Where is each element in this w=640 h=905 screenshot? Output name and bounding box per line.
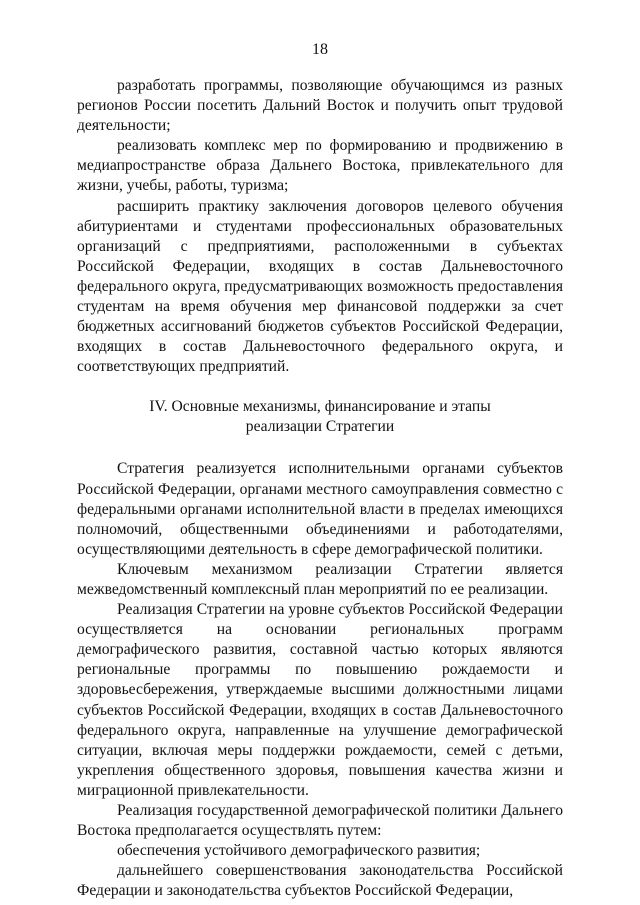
paragraph: расширить практику заключения договоров целевого обучения абитуриентами и студентами профессиональных образовательных организаций с предприятиями, расположенными в субъектах Российской Федерации, входящих в состав Дальневосточного федерального округа, предусматривающих возможность предоставления студентам на время обучения мер финансовой поддержки за счет бюджетных ассигнований бюджетов субъектов Российской Федерации, входящих в состав Дальневосточного федерального округа, и соответствующих предприятий. <box>77 197 563 376</box>
paragraph: обеспечения устойчивого демографического развития; <box>117 842 481 860</box>
paragraph: Реализация Стратегии на уровне субъектов Российской Федерации осуществляется на основании региональных программ демографического развития, составной частью которых являются региональные программы по повышению рождаемости и здоровьесбережения, утверждаемые высшими должностными лицами субъектов Российской Федерации, входящих в состав Дальневосточного федерального округа, направленные на улучшение демографической ситуации, включая меры поддержки рождаемости, семей с детьми, укрепления общественного здоровья, повышения качества жизни и миграционной привлекательности. <box>77 601 563 799</box>
section-heading-line-2: реализации Стратегии <box>245 418 395 436</box>
paragraph: Ключевым механизмом реализации Стратегии является межведомственный комплексный план мероприятий по ее реализации. <box>77 560 563 598</box>
page-number: 18 <box>312 41 328 58</box>
paragraph: дальнейшего совершенствования законодательства Российской Федерации и законодательства субъектов Российской Федерации, <box>77 862 563 900</box>
document-body <box>77 76 563 901</box>
section-heading <box>77 397 563 437</box>
paragraph: Реализация государственной демографической политики Дальнего Востока предполагается осуществлять путем: <box>77 802 563 840</box>
paragraph: разработать программы, позволяющие обучающимся из разных регионов России посетить Дальний Восток и получить опыт трудовой деятельности; <box>77 77 563 135</box>
paragraph: Стратегия реализуется исполнительными органами субъектов Российской Федерации, органами местного самоуправления совместно с федеральными органами исполнительной власти в пределах имеющихся полномочий, общественными объединениями и работодателями, осуществляющими деятельность в сфере демографической политики. <box>77 460 563 558</box>
paragraph: реализовать комплекс мер по формированию и продвижению в медиапространстве образа Дальнего Востока, привлекательного для жизни, учебы, работы, туризма; <box>77 137 563 195</box>
section-heading-line-1: IV. Основные механизмы, финансирование и этапы <box>149 398 491 416</box>
